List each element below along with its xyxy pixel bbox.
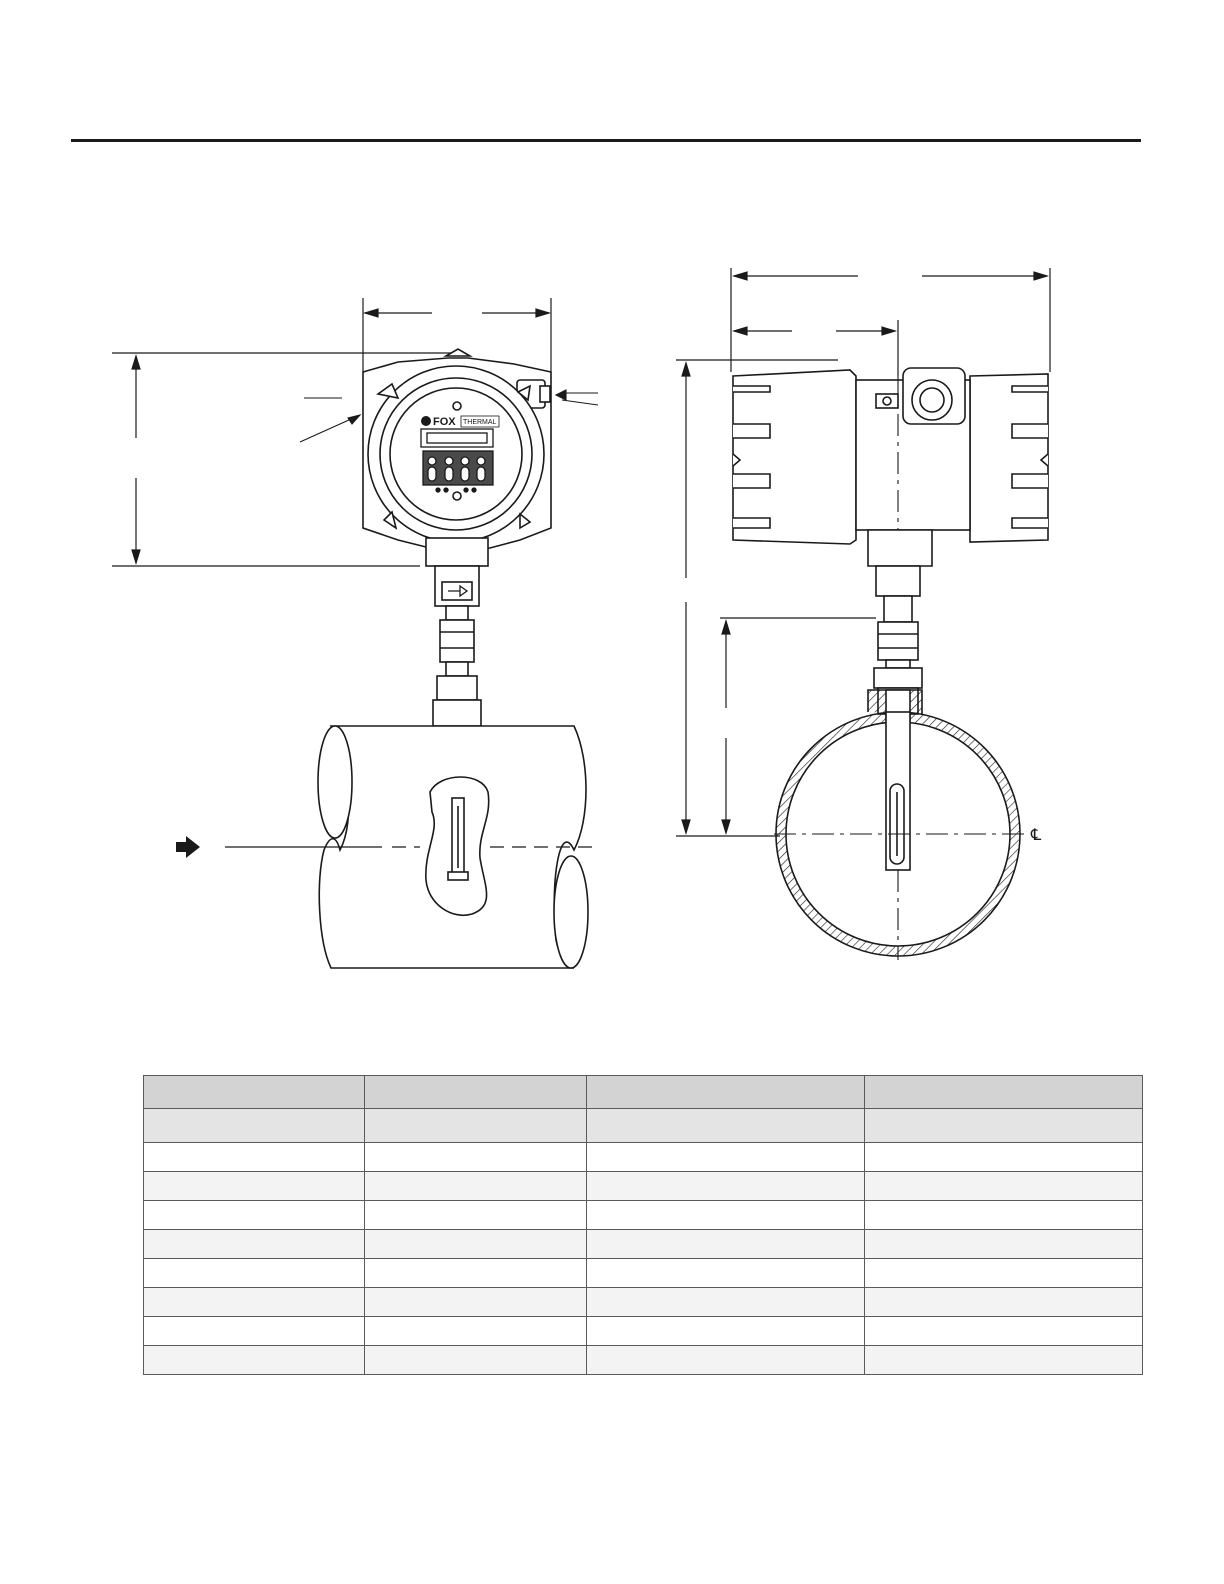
table-cell xyxy=(144,1317,365,1346)
table-subheader-row xyxy=(144,1109,1143,1143)
table-cell xyxy=(865,1317,1143,1346)
side-view xyxy=(676,268,1050,960)
table-cell xyxy=(365,1143,587,1172)
table-cell xyxy=(587,1172,865,1201)
table-cell xyxy=(587,1230,865,1259)
table-row xyxy=(144,1230,1143,1259)
table-cell xyxy=(365,1259,587,1288)
logo-brand: FOX xyxy=(433,416,456,428)
table-cell xyxy=(587,1346,865,1375)
table-cell xyxy=(587,1201,865,1230)
table-cell xyxy=(865,1288,1143,1317)
display-panel xyxy=(421,429,493,492)
table-cell xyxy=(587,1259,865,1288)
table-cell xyxy=(365,1317,587,1346)
table-header-cell xyxy=(587,1076,865,1109)
table-cell xyxy=(587,1143,865,1172)
table-cell xyxy=(865,1230,1143,1259)
table-cell xyxy=(865,1259,1143,1288)
table-cell xyxy=(144,1172,365,1201)
table-header-row xyxy=(144,1076,1143,1109)
front-enclosure xyxy=(363,349,551,548)
side-stem xyxy=(868,530,932,714)
table-cell xyxy=(365,1230,587,1259)
table-header-cell xyxy=(865,1076,1143,1109)
table-header-cell xyxy=(365,1109,587,1143)
table-cell xyxy=(365,1201,587,1230)
table-cell xyxy=(365,1288,587,1317)
table-header-cell xyxy=(865,1109,1143,1143)
table-cell xyxy=(365,1346,587,1375)
table-cell xyxy=(144,1288,365,1317)
side-enclosure xyxy=(733,368,1048,544)
dimensions-table xyxy=(143,1075,1143,1375)
table-header-cell xyxy=(144,1109,365,1143)
front-stem xyxy=(426,538,488,726)
table-cell xyxy=(587,1288,865,1317)
table-row xyxy=(144,1259,1143,1288)
table-header-cell xyxy=(365,1076,587,1109)
table-header-cell xyxy=(144,1076,365,1109)
table-cell xyxy=(865,1346,1143,1375)
table-row xyxy=(144,1317,1143,1346)
table-cell xyxy=(365,1172,587,1201)
table-cell xyxy=(144,1143,365,1172)
front-view xyxy=(112,298,598,968)
table-cell xyxy=(144,1201,365,1230)
table-cell xyxy=(865,1201,1143,1230)
table-cell xyxy=(144,1346,365,1375)
table-cell xyxy=(144,1259,365,1288)
table-row xyxy=(144,1201,1143,1230)
centerline-mark: ℄ xyxy=(1031,825,1042,844)
table-cell xyxy=(865,1172,1143,1201)
table-cell xyxy=(587,1317,865,1346)
table-row xyxy=(144,1346,1143,1375)
table-row xyxy=(144,1172,1143,1201)
table-row xyxy=(144,1143,1143,1172)
table-row xyxy=(144,1288,1143,1317)
table-cell xyxy=(144,1230,365,1259)
table-header-cell xyxy=(587,1109,865,1143)
table-cell xyxy=(865,1143,1143,1172)
logo-sub: THERMAL xyxy=(463,419,497,426)
